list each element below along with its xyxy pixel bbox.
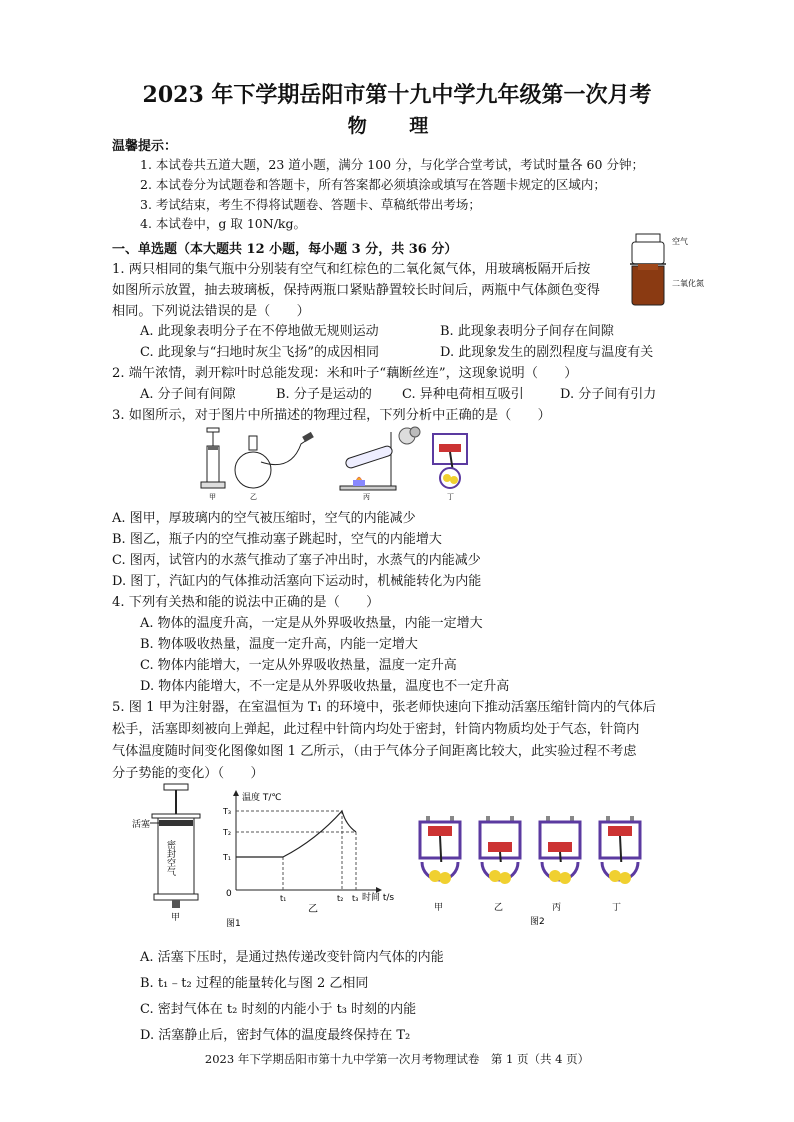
- fig1-caption: 图1: [226, 919, 241, 929]
- tip-item: 4. 本试卷中，g 取 10N/kg。: [140, 216, 306, 231]
- q3-option-a: A. 图甲，厚玻璃内的空气被压缩时，空气的内能减少: [112, 511, 416, 526]
- engine-diagram: [540, 816, 580, 884]
- q4-option-c: C. 物体内能增大，一定从外界吸收热量，温度一定升高: [140, 658, 457, 673]
- engine-diagram: [480, 816, 520, 884]
- x-axis-label: 时间 t/s: [362, 893, 395, 903]
- q1-option-c: C. 此现象与“扫地时灰尘飞扬”的成因相同: [140, 345, 380, 360]
- q4-option-d: D. 物体内能增大，不一定是从外界吸收热量，温度也不一定升高: [140, 679, 510, 694]
- q5-stem-line: 5. 图 1 甲为注射器，在室温恒为 T₁ 的环境中，张老师快速向下推动活塞压缩针筒内的气体后: [112, 700, 656, 715]
- q1-stem-line: 1. 两只相同的集气瓶中分别装有空气和红棕色的二氧化氮气体，用玻璃板隔开后按: [112, 262, 591, 277]
- q3-figure: [195, 422, 485, 502]
- q2-stem: 2. 端午浓情，剥开粽叶时总能发现：米和叶子“藕断丝连”，这现象说明（ ）: [112, 366, 578, 381]
- exam-title: 2023 年下学期岳阳市第十九中学九年级第一次月考: [142, 82, 652, 108]
- origin-label: 0: [226, 889, 232, 899]
- xtick-t3: t₃: [352, 894, 359, 903]
- q3-option-b: B. 图乙，瓶子内的空气推动塞子跳起时，空气的内能增大: [112, 532, 442, 547]
- q3-option-d: D. 图丁，汽缸内的气体推动活塞向下运动时，机械能转化为内能: [112, 574, 482, 589]
- ytick-t3: T₃: [223, 807, 232, 816]
- piston-label: 活塞: [132, 820, 151, 830]
- q4-stem: 4. 下列有关热和能的说法中正确的是（ ）: [112, 595, 380, 610]
- gas-bottles-figure: [628, 230, 704, 310]
- fig-label-jia: 甲: [209, 493, 216, 501]
- sealed-gas-label: 密封空气: [165, 840, 175, 876]
- fig-label-ding: 丁: [447, 493, 454, 501]
- compression-cylinder-figure: [201, 428, 225, 488]
- ytick-t1: T₁: [223, 853, 232, 862]
- tip-item: 1. 本试卷共五道大题，23 道小题，满分 100 分，与化学合堂考试，考试时量各 60 分钟；: [140, 157, 644, 172]
- q5-option-b: B. t₁﹣t₂ 过程的能量转化与图 2 乙相同: [140, 976, 369, 991]
- figure-2: [412, 812, 662, 932]
- q1-stem-line: 相同。下列说法错误的是（ ）: [112, 304, 310, 319]
- q2-option-c: C. 异种电荷相互吸引: [402, 387, 524, 402]
- figure-1: [126, 780, 396, 930]
- temperature-time-graph: [222, 790, 394, 903]
- test-tube-figure: [340, 427, 420, 490]
- fig2-label-bing: 丙: [552, 903, 562, 913]
- q5-stem-line: 松手，活塞即刻被向上弹起，此过程中针筒内均处于密封，针筒内物质均处于气态，针筒内: [112, 722, 640, 737]
- fig2-label-ding: 丁: [612, 903, 622, 913]
- xtick-t2: t₂: [337, 894, 344, 903]
- xtick-t1: t₁: [280, 894, 287, 903]
- subject-title: 物 理: [347, 115, 447, 137]
- q2-option-b: B. 分子是运动的: [276, 387, 372, 402]
- q2-option-a: A. 分子间有间隙: [140, 387, 236, 402]
- fig1-label-yi: 乙: [308, 904, 318, 915]
- tip-item: 3. 考试结束，考生不得将试题卷、答题卡、草稿纸带出考场；: [140, 197, 481, 212]
- tips-heading: 温馨提示：: [112, 139, 178, 154]
- q1-option-a: A. 此现象表明分子在不停地做无规则运动: [140, 324, 379, 339]
- q4-option-a: A. 物体的温度升高，一定是从外界吸收热量，内能一定增大: [140, 616, 483, 631]
- fig2-label-yi: 乙: [494, 903, 504, 913]
- tip-item: 2. 本试卷分为试题卷和答题卡，所有答案都必须填涂或填写在答题卡规定的区域内；: [140, 177, 606, 192]
- q5-option-a: A. 活塞下压时，是通过热传递改变针筒内气体的内能: [140, 950, 444, 965]
- syringe-figure: [150, 784, 200, 908]
- q5-option-c: C. 密封气体在 t₂ 时刻的内能小于 t₃ 时刻的内能: [140, 1002, 417, 1017]
- y-axis-label: 温度 T/℃: [242, 793, 282, 803]
- fig2-caption: 图2: [530, 917, 545, 927]
- fig-label-air: 空气: [672, 237, 688, 246]
- page-footer: 2023 年下学期岳阳市第十九中学第一次月考物理试卷 第 1 页（共 4 页）: [204, 1052, 590, 1066]
- piston: [159, 820, 193, 826]
- q2-option-d: D. 分子间有引力: [560, 387, 657, 402]
- q1-option-d: D. 此现象发生的剧烈程度与温度有关: [440, 345, 654, 360]
- flask-figure: [235, 432, 314, 488]
- fig1-label-jia: 甲: [171, 913, 181, 923]
- q5-option-d: D. 活塞静止后，密封气体的温度最终保持在 T₂: [140, 1028, 411, 1043]
- fig-label-no2: 二氧化氮: [672, 279, 704, 288]
- q5-stem-line: 分子势能的变化）（ ）: [112, 766, 264, 781]
- fig-label-yi: 乙: [250, 493, 257, 501]
- engine-stroke-figure: [433, 434, 467, 488]
- engine-diagram: [600, 816, 640, 884]
- q4-option-b: B. 物体吸收热量，温度一定升高，内能一定增大: [140, 637, 418, 652]
- ytick-t2: T₂: [223, 828, 232, 837]
- q3-stem: 3. 如图所示，对于图片中所描述的物理过程，下列分析中正确的是（ ）: [112, 408, 551, 423]
- section-heading: 一、单选题（本大题共 12 小题，每小题 3 分，共 36 分）: [112, 242, 458, 257]
- q3-option-c: C. 图丙，试管内的水蒸气推动了塞子冲出时，水蒸气的内能减少: [112, 553, 481, 568]
- q1-option-b: B. 此现象表明分子间存在间隙: [440, 324, 614, 339]
- fig-label-bing: 丙: [363, 493, 370, 501]
- fig2-label-jia: 甲: [434, 903, 444, 913]
- q1-stem-line: 如图所示放置，抽去玻璃板，保持两瓶口紧贴静置较长时间后，两瓶中气体颜色变得: [112, 283, 600, 298]
- engine-diagram: [420, 816, 460, 884]
- q5-stem-line: 气体温度随时间变化图像如图 1 乙所示，（由于气体分子间距离比较大，此实验过程不考虑: [112, 744, 637, 759]
- temperature-curve: [236, 811, 356, 857]
